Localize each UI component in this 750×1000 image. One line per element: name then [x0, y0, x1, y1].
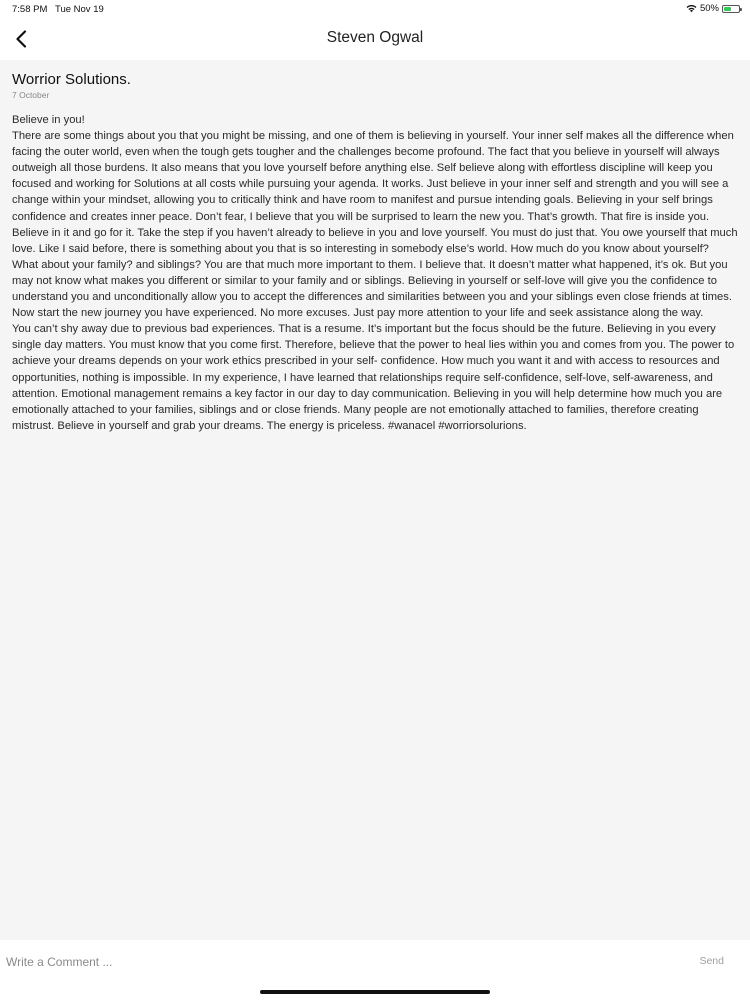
- post-paragraph: You can’t shy away due to previous bad experiences. That is a resume. It’s important but the focus should be the future. Believing in you every single day matters. You must know that you come first. Therefore, believe that the power to heal lies within you and comes from you. The power to achieve your dreams depends on your work ethics prescribed in your self- confidence. How much you want it and with access to resources and opportunities, nothing is impossible. In my experience, I have learned that relationships require self-confidence, self-love, self-awareness, and attention. Emotional management remains a key factor in our day to day communication. Believing in you will help determine how much you are emotionally attached to your families, siblings and or close friends. Many people are not emotionally attached to families, therefore creating mistrust. Believe in yourself and grab your dreams. The energy is priceless. #wanacel #worriorsolurions.: [12, 323, 735, 432]
- page-title: Steven Ogwal: [326, 29, 424, 46]
- wifi-icon: [686, 4, 697, 13]
- status-indicators: [686, 3, 740, 14]
- battery-fill: [724, 7, 731, 11]
- send-button[interactable]: Send: [699, 955, 724, 967]
- post-date: 7 October: [12, 90, 50, 100]
- post-body: [12, 112, 738, 434]
- post-paragraph: There are some things about you that you might be missing, and one of them is believing in yourself. Your inner self makes all the difference when facing the outer world, even when the tough gets tougher and the challenges become profound. The fact that you believe in yourself will always outweigh all those burdens. It also means that you love yourself before anything else. Self believe along with effortless discipline will keep you focused and working for Solutions at all costs while pursuing your agenda. It works. Just believe in your inner self and strength and you will see a change within your mindset, allowing you to critically think and have room to manifest and pursue intending goals. Believing in your self brings confidence and creates inner peace. Don’t fear, I believe that you will be surprised to learn the new you. That’s growth. That fire is inside you. Believe in it and go for it. Take the step if you haven’t already to believe in you and love yourself. You must do just that. You owe yourself that much love. Like I said before, there is something about you that is so interesting in somebody else’s world. How much do you know about yourself? What about your family? and siblings? You are that much more important to them. I believe that. It doesn’t matter what happened, it’s ok. But you may not know what makes you different or similar to your family and or siblings. Believing in yourself or self-love will give you the confidence to understand you and unconditionally allow you to accept the differences and similarities between you and your siblings even close friends at times. Now start the new journey you have experienced. No more excuses. Just pay more attention to your life and seek assistance along the way.: [12, 130, 738, 320]
- post-paragraph: Believe in you!: [12, 114, 85, 126]
- post-title: Worrior Solutions.: [12, 71, 131, 88]
- status-bar: [0, 0, 750, 18]
- nav-bar: [0, 18, 750, 60]
- post-content: [0, 60, 750, 940]
- battery-percent: 50%: [699, 3, 719, 14]
- comment-input[interactable]: [4, 950, 608, 974]
- battery-icon: [722, 5, 740, 13]
- status-time: 7:58 PM: [12, 4, 48, 15]
- comment-bar: [0, 940, 750, 985]
- status-date: Tue Nov 19: [55, 4, 104, 15]
- home-indicator: [260, 990, 490, 994]
